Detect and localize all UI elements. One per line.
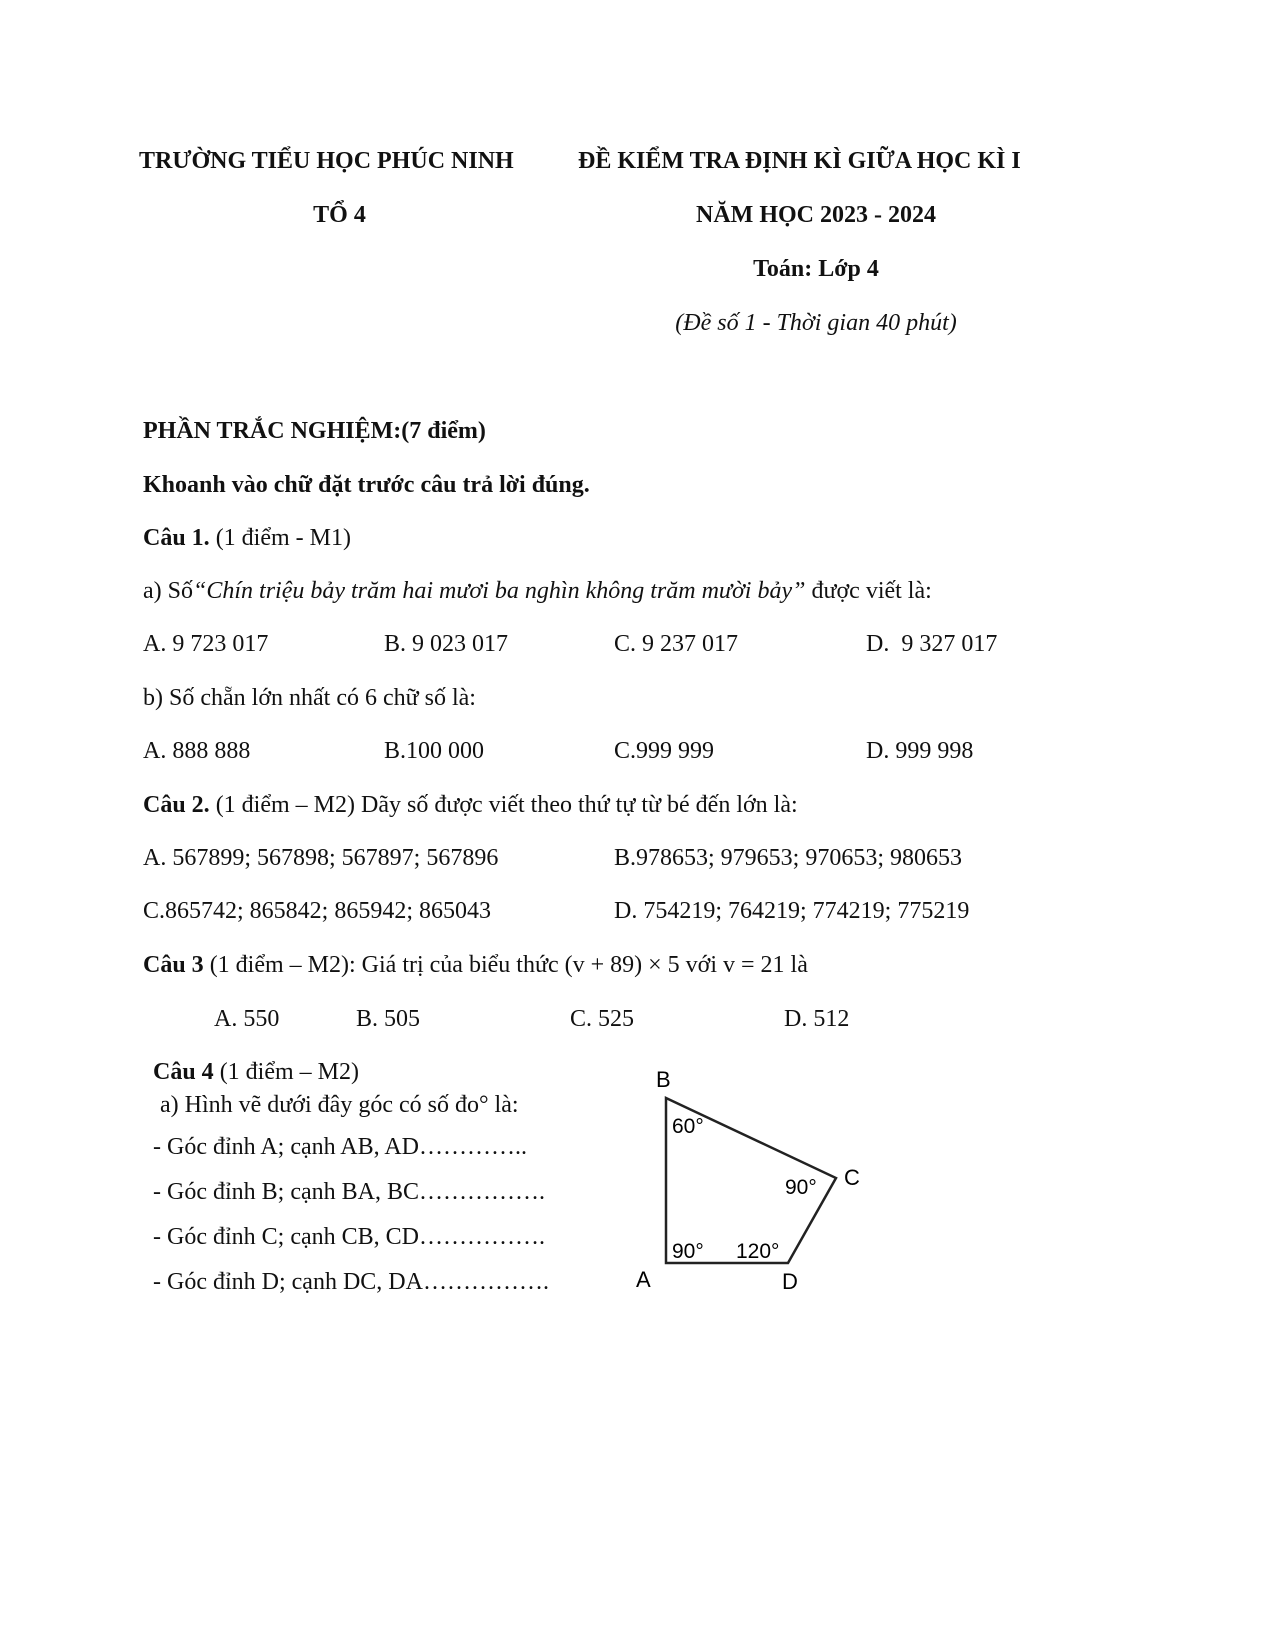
q4-answer-line-c[interactable]: - Góc đỉnh C; cạnh CB, CD……………. bbox=[153, 1224, 545, 1250]
q3-option-d[interactable]: D. 512 bbox=[784, 1006, 850, 1032]
q4-answer-line-a[interactable]: - Góc đỉnh A; cạnh AB, AD………….. bbox=[153, 1134, 527, 1160]
school-year: NĂM HỌC 2023 - 2024 bbox=[696, 202, 936, 228]
q1a-option-a[interactable]: A. 9 723 017 bbox=[143, 631, 269, 657]
question-1-heading bbox=[143, 525, 351, 552]
question-1b-text: b) Số chẵn lớn nhất có 6 chữ số là: bbox=[143, 685, 476, 711]
q1b-option-c[interactable]: C.999 999 bbox=[614, 738, 715, 764]
question-1-label: Câu 1. bbox=[143, 525, 210, 551]
section-title: PHẦN TRẮC NGHIỆM:(7 điểm) bbox=[143, 418, 486, 444]
q3-option-c[interactable]: C. 525 bbox=[570, 1006, 635, 1032]
q4-answer-line-b[interactable]: - Góc đỉnh B; cạnh BA, BC……………. bbox=[153, 1179, 545, 1205]
vertex-label-a: A bbox=[636, 1267, 651, 1292]
question-1-points: (1 điểm - M1) bbox=[209, 525, 351, 551]
q4-answer-line-d[interactable]: - Góc đỉnh D; cạnh DC, DA……………. bbox=[153, 1269, 549, 1295]
quadrilateral-figure bbox=[620, 1055, 890, 1305]
vertex-label-c: C bbox=[844, 1165, 860, 1190]
question-4a-text: a) Hình vẽ dưới đây góc có số đo° là: bbox=[160, 1092, 519, 1118]
q1a-option-d[interactable]: D. 9 327 017 bbox=[866, 631, 998, 657]
exam-title: ĐỀ KIỂM TRA ĐỊNH KÌ GIỮA HỌC KÌ I bbox=[578, 148, 1021, 174]
q2-option-c[interactable]: C.865742; 865842; 865942; 865043 bbox=[143, 898, 492, 924]
question-2-label: Câu 2. bbox=[143, 792, 210, 818]
q1b-option-b[interactable]: B.100 000 bbox=[384, 738, 485, 764]
question-4-label: Câu 4 bbox=[153, 1059, 214, 1085]
q2-option-a[interactable]: A. 567899; 567898; 567897; 567896 bbox=[143, 845, 499, 871]
question-1a-suffix: được viết là: bbox=[805, 578, 932, 604]
angle-label-d: 120° bbox=[736, 1240, 780, 1263]
school-name: TRƯỜNG TIỂU HỌC PHÚC NINH bbox=[139, 148, 514, 174]
q2-option-b[interactable]: B.978653; 979653; 970653; 980653 bbox=[614, 845, 963, 871]
question-3-text: (1 điểm – M2): Giá trị của biểu thức (v + 89) × 5 với v = 21 là bbox=[203, 952, 808, 978]
question-2-heading bbox=[143, 792, 798, 819]
question-3-heading bbox=[143, 952, 808, 979]
exam-info: (Đề số 1 - Thời gian 40 phút) bbox=[675, 310, 957, 336]
vertex-label-d: D bbox=[782, 1269, 798, 1294]
question-4-points: (1 điểm – M2) bbox=[213, 1059, 359, 1085]
q3-option-a[interactable]: A. 550 bbox=[214, 1006, 280, 1032]
q2-option-d[interactable]: D. 754219; 764219; 774219; 775219 bbox=[614, 898, 970, 924]
angle-label-c: 90° bbox=[785, 1176, 817, 1199]
q1a-option-c[interactable]: C. 9 237 017 bbox=[614, 631, 739, 657]
q3-option-b[interactable]: B. 505 bbox=[356, 1006, 421, 1032]
subject: Toán: Lớp 4 bbox=[753, 256, 879, 282]
group-name: TỔ 4 bbox=[313, 202, 366, 228]
question-1a-prefix: a) Số bbox=[143, 578, 193, 604]
q1a-option-b[interactable]: B. 9 023 017 bbox=[384, 631, 509, 657]
question-1a-quote: “Chín triệu bảy trăm hai mươi ba nghìn không trăm mười bảy” bbox=[193, 578, 806, 604]
angle-label-a: 90° bbox=[672, 1240, 704, 1263]
angle-label-b: 60° bbox=[672, 1115, 704, 1138]
vertex-label-b: B bbox=[656, 1067, 671, 1092]
section-instruction: Khoanh vào chữ đặt trước câu trả lời đúng. bbox=[143, 472, 590, 498]
question-2-text: (1 điểm – M2) Dãy số được viết theo thứ tự từ bé đến lớn là: bbox=[209, 792, 798, 818]
question-1a-text bbox=[143, 578, 932, 605]
q1b-option-d[interactable]: D. 999 998 bbox=[866, 738, 974, 764]
q1b-option-a[interactable]: A. 888 888 bbox=[143, 738, 251, 764]
question-3-label: Câu 3 bbox=[143, 952, 204, 978]
question-4-heading bbox=[153, 1059, 359, 1086]
